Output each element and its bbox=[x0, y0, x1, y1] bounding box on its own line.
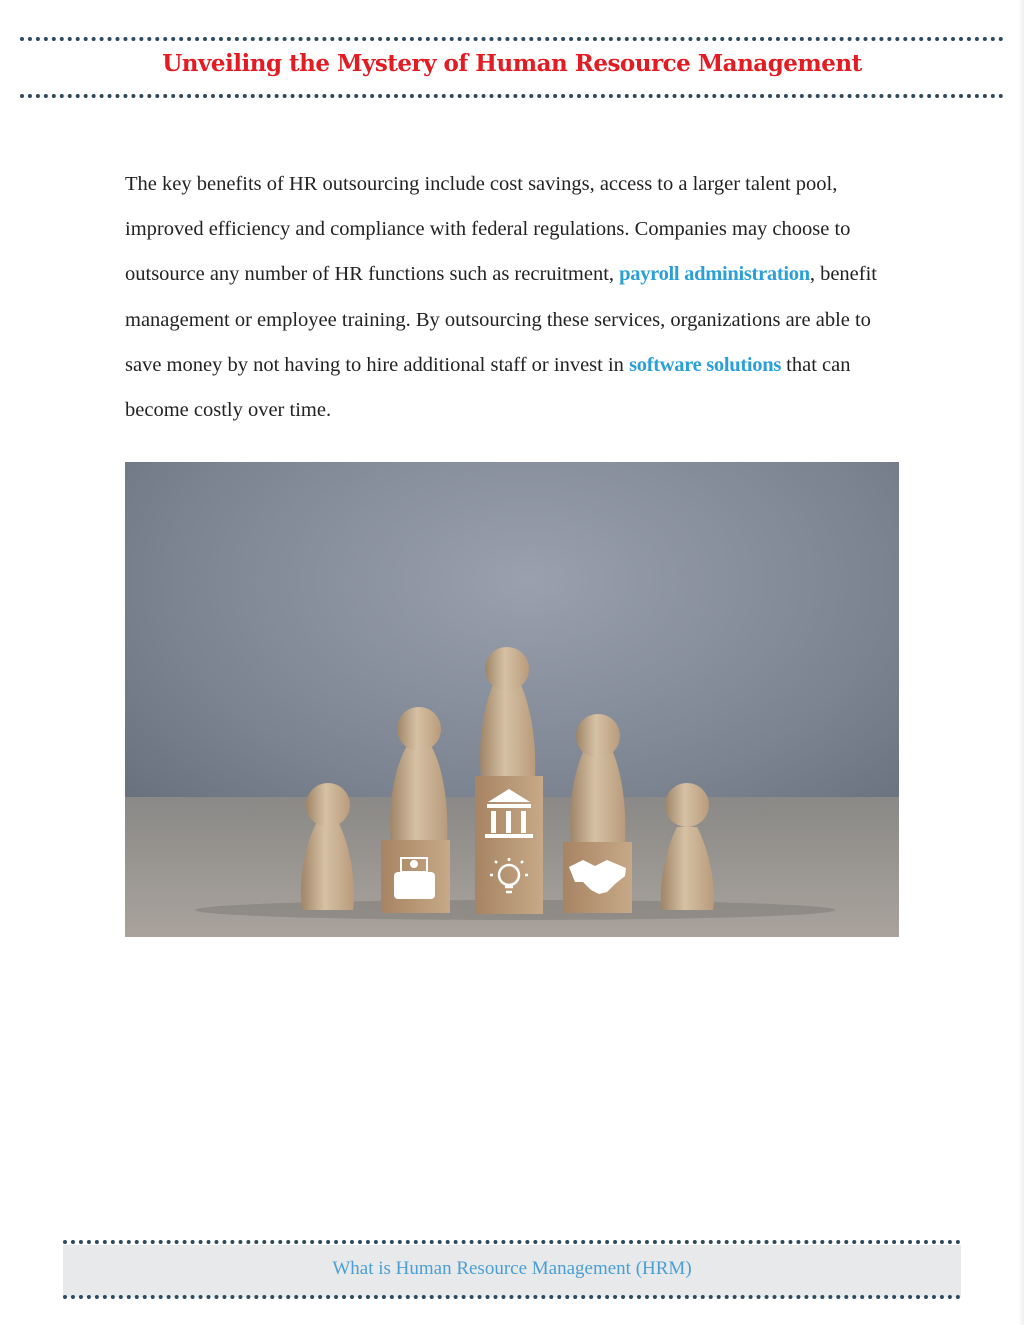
body-paragraph bbox=[125, 162, 900, 433]
page-edge-shadow bbox=[1018, 0, 1024, 1325]
pawn-far-left bbox=[301, 783, 354, 910]
footer-top-rule bbox=[63, 1240, 961, 1244]
footer-bottom-rule bbox=[63, 1295, 961, 1299]
header-bottom-rule bbox=[20, 94, 1004, 98]
payroll-administration-link[interactable]: payroll administration bbox=[619, 263, 810, 286]
block-handshake bbox=[563, 842, 632, 913]
block-wallet bbox=[381, 840, 450, 913]
footer-title: What is Human Resource Management (HRM) bbox=[332, 1258, 692, 1279]
block-lightbulb bbox=[475, 846, 543, 914]
hr-pawns-photo bbox=[125, 462, 899, 937]
paragraph-text: , benefit management or employee training. By outsourcing these services, organizations are able to save money by not having to hire additional staff or invest in bbox=[125, 263, 877, 376]
block-building bbox=[475, 776, 543, 846]
software-solutions-link[interactable]: software solutions bbox=[629, 353, 782, 376]
paragraph-text: that can become costly over time. bbox=[125, 353, 851, 422]
paragraph-text: The key benefits of HR outsourcing include cost savings, access to a larger talent pool, improved efficiency and compliance with federal regulations. Companies may choose to outsource any number of HR functions such as recruitment, bbox=[125, 173, 851, 286]
page-title: Unveiling the Mystery of Human Resource Management bbox=[162, 50, 862, 77]
pawn-right bbox=[570, 714, 625, 842]
pawn-center bbox=[480, 647, 535, 776]
header-top-rule bbox=[20, 37, 1004, 41]
pawn-left bbox=[390, 707, 447, 842]
